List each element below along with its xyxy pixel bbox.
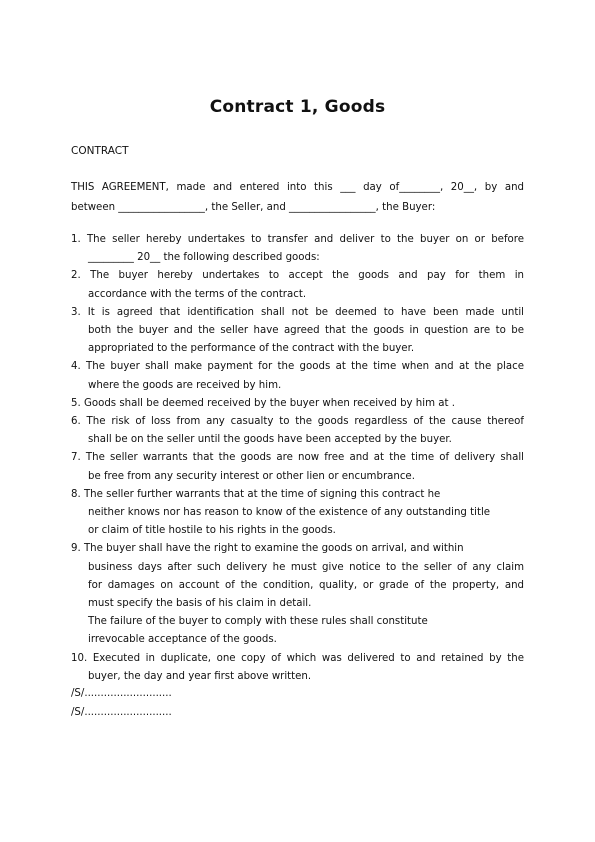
clause-line: 6. The risk of loss from any casualty to the goods regardless of the cause thereof bbox=[71, 415, 524, 427]
clause-item bbox=[71, 650, 524, 686]
clause-line: 2. The buyer hereby undertakes to accept the goods and pay for them in bbox=[71, 270, 524, 282]
intro-line-1: THIS AGREEMENT, made and entered into this ___ day of________, 20__, by and bbox=[71, 182, 524, 193]
contract-heading: CONTRACT bbox=[71, 145, 129, 157]
clause-list bbox=[71, 231, 524, 686]
clause-line: be free from any security interest or other lien or encumbrance. bbox=[88, 470, 415, 482]
clause-line: _________ 20__ the following described goods: bbox=[88, 252, 320, 264]
clause-line: appropriated to the performance of the contract with the buyer. bbox=[88, 343, 415, 355]
clause-line: both the buyer and the seller have agreed that the goods in question are to be bbox=[88, 324, 524, 336]
clause-line: must specify the basis of his claim in detail. bbox=[88, 597, 312, 609]
clause-line: for damages on account of the condition, quality, or grade of the property, and bbox=[88, 579, 524, 591]
clause-line: neither knows nor has reason to know of the existence of any outstanding title bbox=[88, 506, 491, 518]
clause-line: 1. The seller hereby undertakes to transfer and deliver to the buyer on or before bbox=[71, 234, 524, 245]
clause-line: buyer, the day and year first above written. bbox=[88, 670, 312, 682]
clause-line: business days after such delivery he must give notice to the seller of any claim bbox=[88, 561, 524, 573]
page-title: Contract 1, Goods bbox=[209, 97, 386, 117]
clause-line: 7. The seller warrants that the goods are now free and at the time of delivery shall bbox=[71, 452, 524, 464]
clause-line: accordance with the terms of the contract. bbox=[88, 288, 307, 300]
clause-line: or claim of title hostile to his rights in the goods. bbox=[88, 525, 336, 537]
clause-item bbox=[71, 449, 524, 485]
clause-item bbox=[71, 358, 524, 394]
clause-line: 3. It is agreed that identification shall not be deemed to have been made until bbox=[71, 306, 524, 318]
clause-line: 9. The buyer shall have the right to examine the goods on arrival, and within bbox=[71, 543, 464, 555]
clause-line: 8. The seller further warrants that at the time of signing this contract he bbox=[71, 488, 441, 500]
signature-line-2: /S/........................... bbox=[71, 707, 172, 718]
clause-item bbox=[71, 231, 524, 267]
clause-item bbox=[71, 395, 524, 413]
clause-line: shall be on the seller until the goods have been accepted by the buyer. bbox=[88, 434, 452, 446]
clause-item bbox=[71, 486, 524, 541]
clause-item bbox=[71, 304, 524, 359]
clause-line: irrevocable acceptance of the goods. bbox=[88, 634, 277, 646]
signature-line-1: /S/........................... bbox=[71, 688, 172, 699]
clause-line: where the goods are received by him. bbox=[88, 379, 282, 391]
clause-item bbox=[71, 267, 524, 303]
agreement-intro bbox=[71, 178, 524, 218]
clause-line: 10. Executed in duplicate, one copy of which was delivered to and retained by the bbox=[71, 652, 524, 664]
intro-line-2: between _________________, the Seller, and _________________, the Buyer: bbox=[71, 202, 436, 213]
clause-line: 5. Goods shall be deemed received by the buyer when received by him at . bbox=[71, 397, 455, 409]
clause-line: The failure of the buyer to comply with these rules shall constitute bbox=[88, 616, 428, 628]
clause-line: 4. The buyer shall make payment for the goods at the time when and at the place bbox=[71, 361, 524, 373]
clause-item bbox=[71, 413, 524, 449]
clause-item bbox=[71, 540, 524, 649]
